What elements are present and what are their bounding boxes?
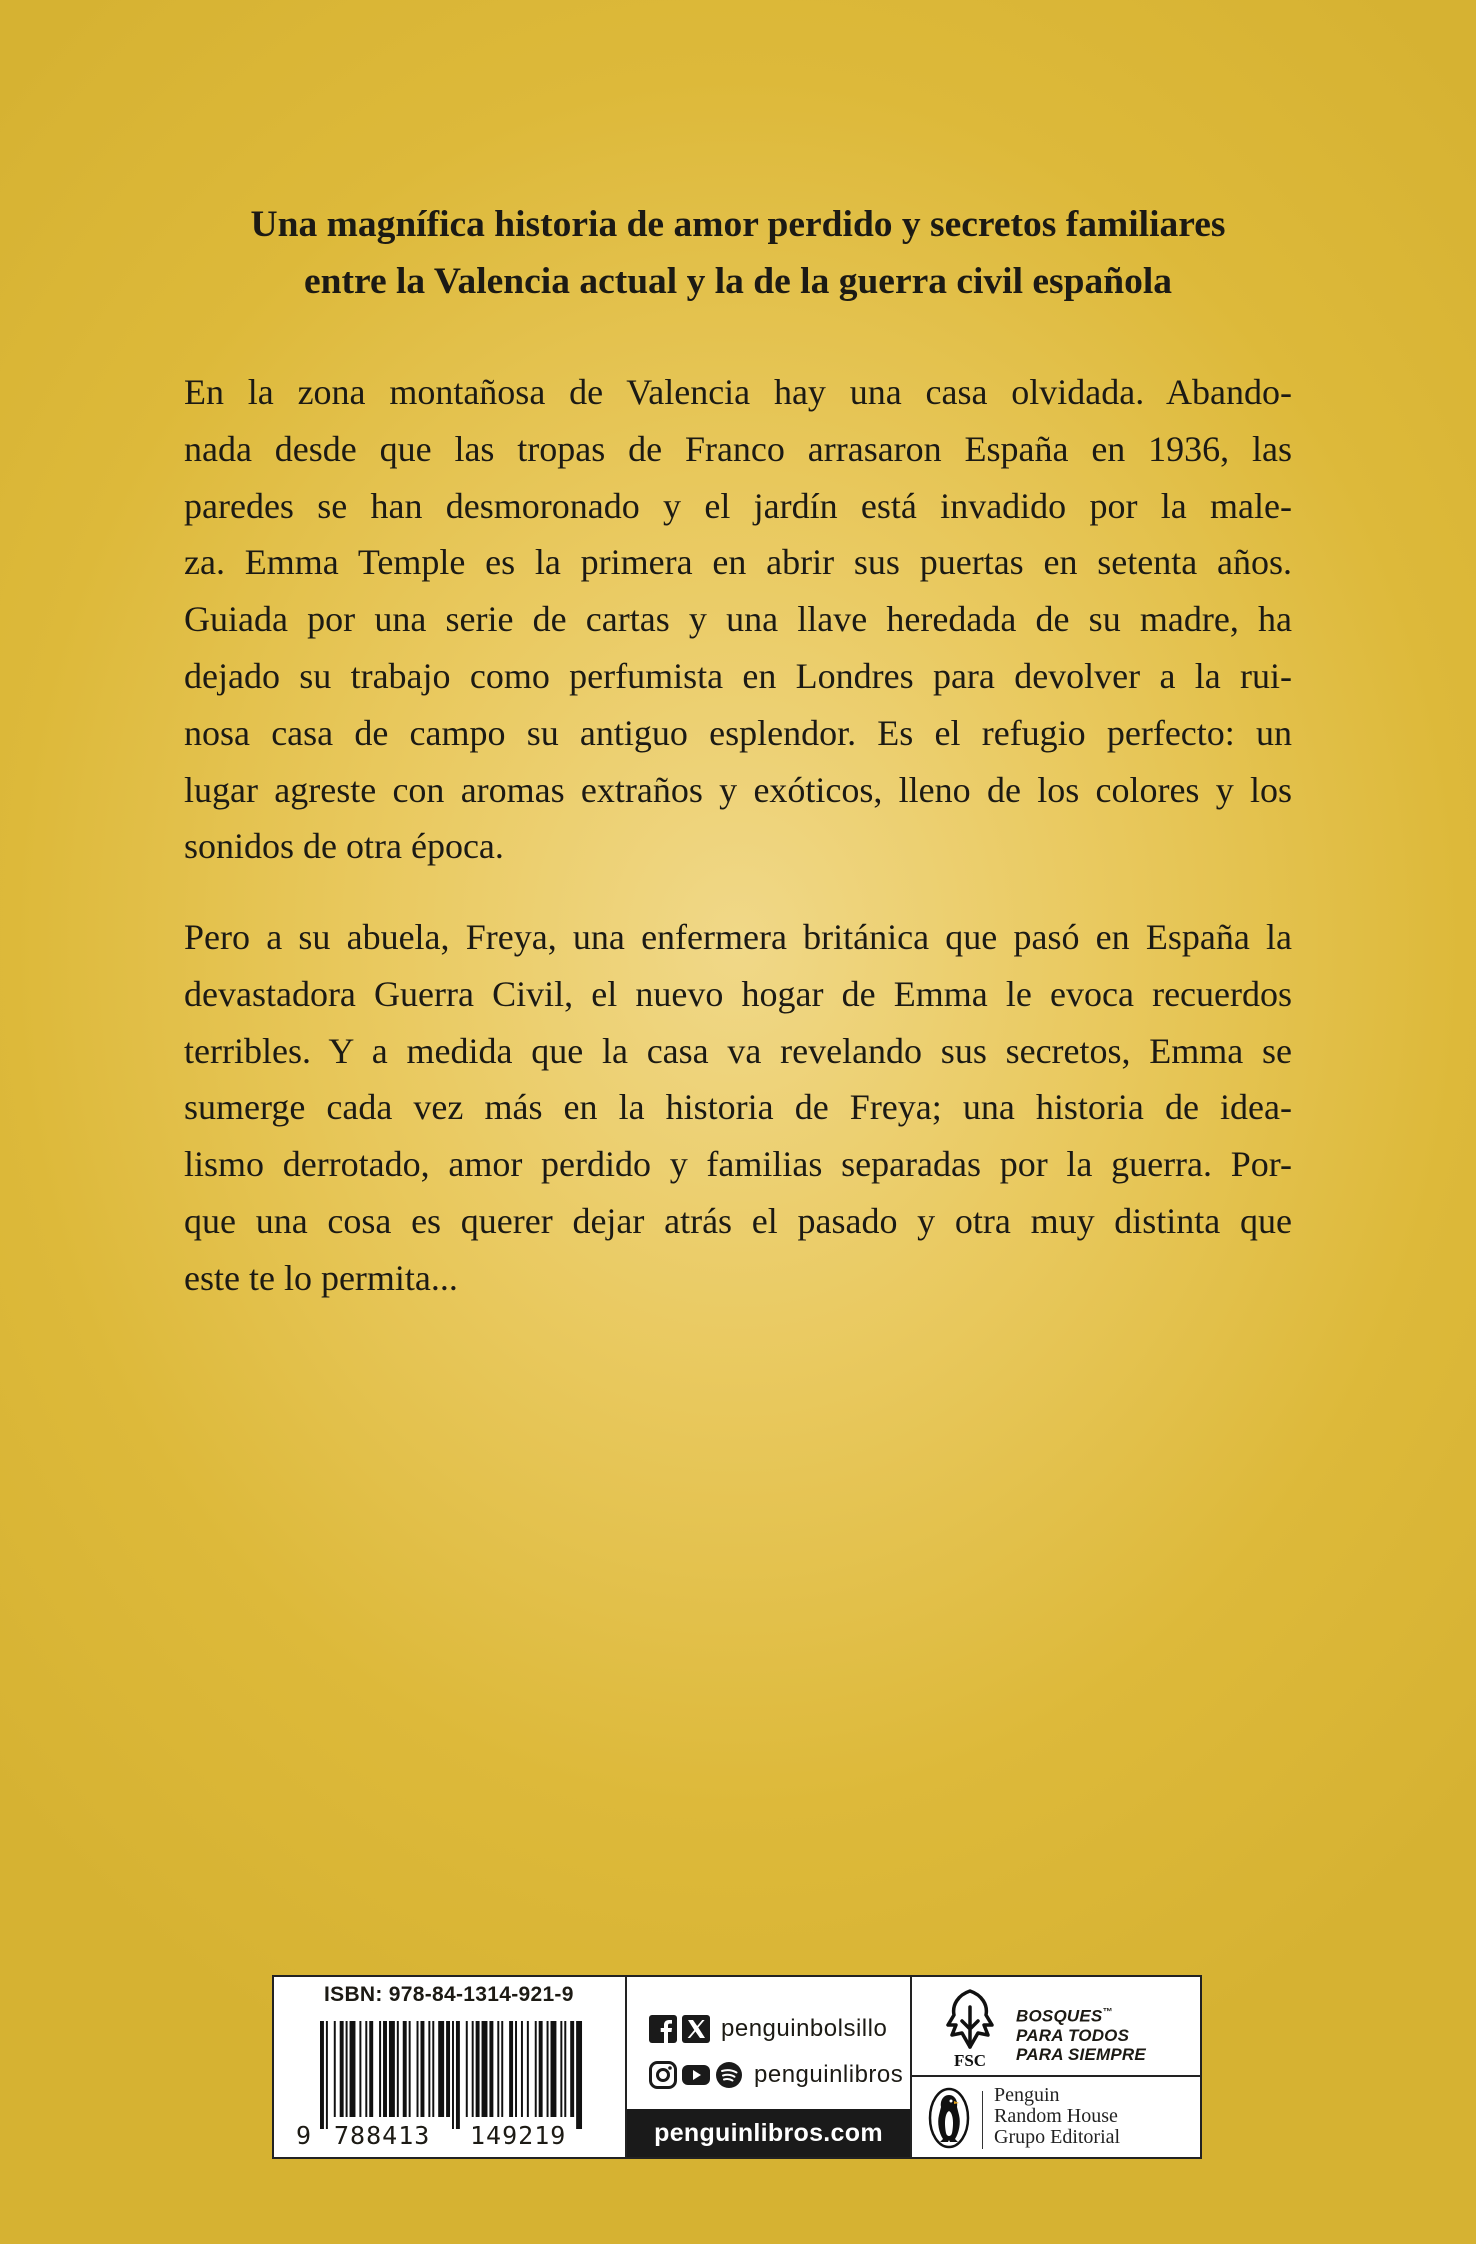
barcode-bar: [472, 2021, 474, 2117]
barcode-bar: [379, 2021, 381, 2117]
barcode-panel: [274, 1977, 627, 2157]
logos-panel: [912, 1977, 1200, 2157]
fsc-line-2: PARA TODOS: [1016, 2025, 1130, 2045]
barcode-digits-right: 149219: [470, 2121, 567, 2150]
fsc-line-1: BOSQUES: [1016, 2006, 1103, 2026]
barcode-bar: [340, 2021, 344, 2117]
barcode-bar: [452, 2021, 454, 2129]
penguin-logo-icon: [928, 2087, 970, 2149]
social-handle-penguinlibros[interactable]: penguinlibros: [754, 2061, 904, 2088]
blurb-line: Pero a su abuela, Freya, una enfermera británica que pasó en España la: [184, 917, 1292, 957]
blurb-line: lugar agreste con aromas extraños y exóticos, lleno de los colores y los: [184, 769, 1292, 810]
barcode-bar: [509, 2021, 513, 2117]
x-icon[interactable]: [682, 2015, 710, 2043]
barcode-bar: [564, 2021, 566, 2117]
barcode-bar: [403, 2021, 407, 2117]
spotify-icon[interactable]: [715, 2061, 743, 2089]
barcode-bar: [466, 2021, 468, 2117]
barcode-bar: [539, 2021, 543, 2117]
blurb-paragraph-2: [184, 909, 1292, 1307]
barcode-bar: [359, 2021, 361, 2117]
blurb-line: devastadora Guerra Civil, el nuevo hogar de Emma le evoca recuerdos: [184, 973, 1292, 1014]
blurb-line: este te lo permita...: [184, 1257, 458, 1298]
fsc-label: FSC: [953, 2051, 987, 2069]
barcode-bar: [476, 2021, 480, 2117]
barcode-bar: [334, 2021, 336, 2117]
publisher-name: [994, 2085, 1120, 2148]
fsc-slogan: [1016, 2003, 1146, 2064]
barcode-digits-left: 788413: [334, 2121, 431, 2150]
social-row-penguinlibros: [649, 2061, 903, 2089]
facebook-icon[interactable]: [649, 2015, 677, 2043]
barcode-bar: [346, 2021, 348, 2117]
barcode-bar: [560, 2021, 562, 2117]
barcode-bar: [420, 2021, 424, 2117]
publisher-divider: [982, 2091, 983, 2149]
barcode-bar: [417, 2021, 419, 2117]
barcode-bar: [535, 2021, 537, 2117]
barcode-bar: [446, 2021, 450, 2117]
barcode-bar: [409, 2021, 411, 2117]
fsc-line-3: PARA SIEMPRE: [1016, 2044, 1146, 2064]
tagline-line-2: entre la Valencia actual y la de la guerra civil española: [303, 261, 1172, 302]
barcode-bar: [547, 2021, 549, 2117]
barcode-bar: [320, 2021, 324, 2129]
fsc-tree-icon: [938, 1987, 1002, 2069]
blurb-line: que una cosa es querer dejar atrás el pasado y otra muy distinta que: [184, 1200, 1292, 1241]
barcode-bar: [432, 2021, 434, 2117]
barcode-bar: [365, 2021, 367, 2117]
social-panel: [627, 1977, 912, 2157]
barcode-bar: [397, 2021, 399, 2117]
fsc-trademark: ™: [1102, 2007, 1113, 2018]
blurb-line: sonidos de otra época.: [184, 826, 504, 867]
blurb-line: terribles. Y a medida que la casa va revelando sus secretos, Emma se: [184, 1030, 1292, 1071]
blurb-line: paredes se han desmoronado y el jardín está invadido por la male-: [184, 485, 1292, 526]
publisher-line-1: Penguin: [994, 2084, 1060, 2106]
instagram-icon[interactable]: [649, 2061, 677, 2089]
blurb-line: lismo derrotado, amor perdido y familias separadas por la guerra. Por-: [184, 1144, 1292, 1185]
barcode-bar: [383, 2021, 387, 2117]
social-row-penguinbolsillo: [649, 2015, 887, 2043]
barcode-bar: [482, 2021, 488, 2117]
isbn-text: ISBN: 978-84-1314-921-9: [324, 1983, 574, 2006]
barcode-bar: [428, 2021, 430, 2117]
barcode-bar: [369, 2021, 373, 2117]
blurb-line: dejado su trabajo como perfumista en Londres para devolver a la rui-: [184, 655, 1292, 696]
youtube-icon[interactable]: [682, 2061, 710, 2089]
barcode-bar: [515, 2021, 517, 2117]
fsc-badge: [912, 1977, 1200, 2077]
blurb-line: za. Emma Temple es la primera en abrir sus puertas en setenta años.: [184, 542, 1292, 583]
publisher-logo: [912, 2077, 1200, 2157]
blurb-line: En la zona montañosa de Valencia hay una casa olvidada. Abando-: [184, 372, 1292, 412]
barcode-icon: [320, 2021, 584, 2129]
barcode-bar: [350, 2021, 356, 2117]
barcode-bar: [497, 2021, 499, 2117]
blurb-paragraph-1: [184, 364, 1292, 875]
barcode-bar: [570, 2021, 574, 2117]
blurb-line: nada desde que las tropas de Franco arrasaron España en 1936, las: [184, 428, 1292, 469]
barcode-bar: [551, 2021, 557, 2117]
publisher-line-3: Grupo Editorial: [994, 2126, 1121, 2148]
social-handle-penguinbolsillo[interactable]: penguinbolsillo: [721, 2015, 888, 2042]
website-link[interactable]: penguinlibros.com: [627, 2109, 910, 2157]
barcode-bar: [389, 2021, 395, 2117]
back-cover-info-box: [272, 1975, 1202, 2159]
blurb-line: nosa casa de campo su antiguo esplendor. Es el refugio perfecto: un: [184, 712, 1292, 753]
blurb-line: sumerge cada vez más en la historia de Freya; una historia de idea-: [184, 1087, 1292, 1128]
barcode-bar: [521, 2021, 523, 2117]
barcode-bar: [527, 2021, 529, 2117]
barcode-bar: [456, 2021, 460, 2129]
barcode-bar: [576, 2021, 582, 2129]
tagline-line-1: Una magnífica historia de amor perdido y secretos familiares: [250, 204, 1226, 245]
publisher-line-2: Random House: [994, 2105, 1118, 2127]
barcode-bar: [438, 2021, 444, 2117]
blurb-line: Guiada por una serie de cartas y una llave heredada de su madre, ha: [184, 599, 1292, 640]
barcode-bar: [326, 2021, 328, 2129]
barcode-bar: [489, 2021, 493, 2117]
barcode-first-digit: 9: [296, 2121, 313, 2150]
barcode-bar: [501, 2021, 503, 2117]
tagline: [150, 196, 1326, 310]
